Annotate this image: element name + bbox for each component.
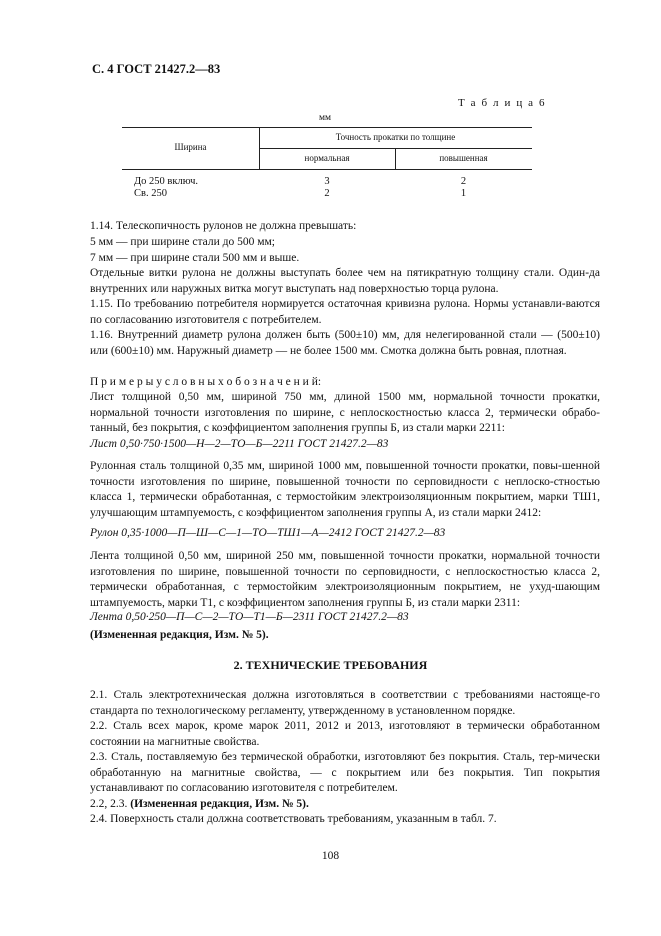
designation-lenta: Лента 0,50·250—П—С—2—ТО—Т1—Б—2311 ГОСТ 21427.2—83 xyxy=(90,611,409,623)
section-title: 2. ТЕХНИЧЕСКИЕ ТРЕБОВАНИЯ xyxy=(233,658,428,672)
page-number: 108 xyxy=(321,850,340,862)
paragraph-rulon-example: Рулонная сталь толщиной 0,35 мм, шириной 1000 мм, повышенной точности прокатки, повы-шенной точности изготовления по ширине, повышенной точности по серповидности с неплоско-стностью класса 1, термически обработанная, с термостойким электроизоляционным покрытием, марки ТШ1, улучшающим штампуемость, с коэффициентом заполнения группы А, из стали марки 2412: xyxy=(90,460,600,519)
table-row-1-width: До 250 включ. xyxy=(134,176,199,187)
designation-rulon: Рулон 0,35·1000—П—Ш—С—1—ТО—ТШ1—А—2412 ГОСТ 21427.2—83 xyxy=(90,527,446,539)
paragraph-2-3: 2.3. Сталь, поставляемую без термической обработки, изготовляют без покрытия. Сталь, тер-мически обработанную на магнитные свойства, — с покрытием или без покрытия. Тип покрытия устанавливают по согласованию изготовителя с потребителем. xyxy=(90,751,600,795)
paragraph-examples-heading: П р и м е р ы у с л о в н ы х о б о з н а ч е н и й: xyxy=(90,376,322,388)
table-row-2-normal: 2 xyxy=(324,188,330,199)
paragraph-2-2: 2.2. Сталь всех марок, кроме марок 2011, 2012 и 2013, изготовляют в термически обработанном состоянии на магнитные свойства. xyxy=(90,720,600,748)
designation-list: Лист 0,50·750·1500—Н—2—ТО—Б—2211 ГОСТ 21427.2—83 xyxy=(90,438,389,450)
amendment-note-1: (Измененная редакция, Изм. № 5). xyxy=(90,629,269,641)
table-unit: мм xyxy=(319,113,332,123)
paragraph-7mm: 7 мм — при ширине стали 500 мм и выше. xyxy=(90,252,300,264)
paragraph-lenta-example: Лента толщиной 0,50 мм, шириной 250 мм, повышенной точности прокатки, нормальной точности изготовления по ширине, повышенной точности по серповидности, с неплоскостностью класса 2, термически обработанная, с термостойким электроизоляционным покрытием, не ухуд-шающим штампуемость, марки Т1, с коэффициентом заполнения группы Б, из стали марки 2311: xyxy=(90,550,600,609)
paragraph-list-example: Лист толщиной 0,50 мм, шириной 750 мм, длиной 1500 мм, нормальной точности прокатки, нормальной точности изготовления по ширине, с неплоскостностью класса 2, термически обрабо-танный, без покрытия, с коэффициентом заполнения группы Б, из стали марки 2211: xyxy=(90,391,600,435)
amend-ref: 2.2, 2.3. xyxy=(90,798,128,810)
paragraph-amend-2 xyxy=(90,797,600,813)
amend-text: (Измененная редакция, Изм. № 5). xyxy=(130,798,309,810)
table-row-1-high: 2 xyxy=(460,176,467,187)
paragraph-vitki: Отдельные витки рулона не должны выступать более чем на пятикратную толщину стали. Один-да внутренних или наружных витка могут выступать над поверхностью торца рулона. xyxy=(90,267,600,295)
paragraph-1-15: 1.15. По требованию потребителя нормируется остаточная кривизна рулона. Нормы устанавли-ваются по согласованию изготовителя с потребителем. xyxy=(90,298,600,326)
table-col-high: повышенная xyxy=(439,153,488,163)
table-caption: Т а б л и ц а 6 xyxy=(458,97,547,109)
paragraph-5mm: 5 мм — при ширине стали до 500 мм; xyxy=(90,236,276,248)
table-header-bottom-rule xyxy=(122,169,532,170)
table-col-width: Ширина xyxy=(174,142,207,152)
table-top-rule xyxy=(122,127,532,128)
table-col-group: Точность прокатки по толщине xyxy=(335,132,456,142)
paragraph-2-4: 2.4. Поверхность стали должна соответствовать требованиям, указанным в табл. 7. xyxy=(90,813,497,825)
table-row-1-normal: 3 xyxy=(324,176,330,187)
paragraph-2-1: 2.1. Сталь электротехническая должна изготовляться в соответствии с требованиями настояще-го стандарта по технологическому регламенту, утвержденному в установленном порядке. xyxy=(90,689,600,717)
page-header: С. 4 ГОСТ 21427.2—83 xyxy=(92,62,221,76)
paragraph-1-16: 1.16. Внутренний диаметр рулона должен быть (500±10) мм, для нелегированной стали — (500±10) или (600±10) мм. Наружный диаметр — не более 1500 мм. Смотка должна быть ровная, плотная. xyxy=(90,329,600,357)
table-col-normal: нормальная xyxy=(304,153,350,163)
table-row-2-width: Св. 250 xyxy=(134,188,167,199)
table-row-2-high: 1 xyxy=(460,188,467,199)
paragraph-1-14: 1.14. Телескопичность рулонов не должна превышать: xyxy=(90,220,357,232)
